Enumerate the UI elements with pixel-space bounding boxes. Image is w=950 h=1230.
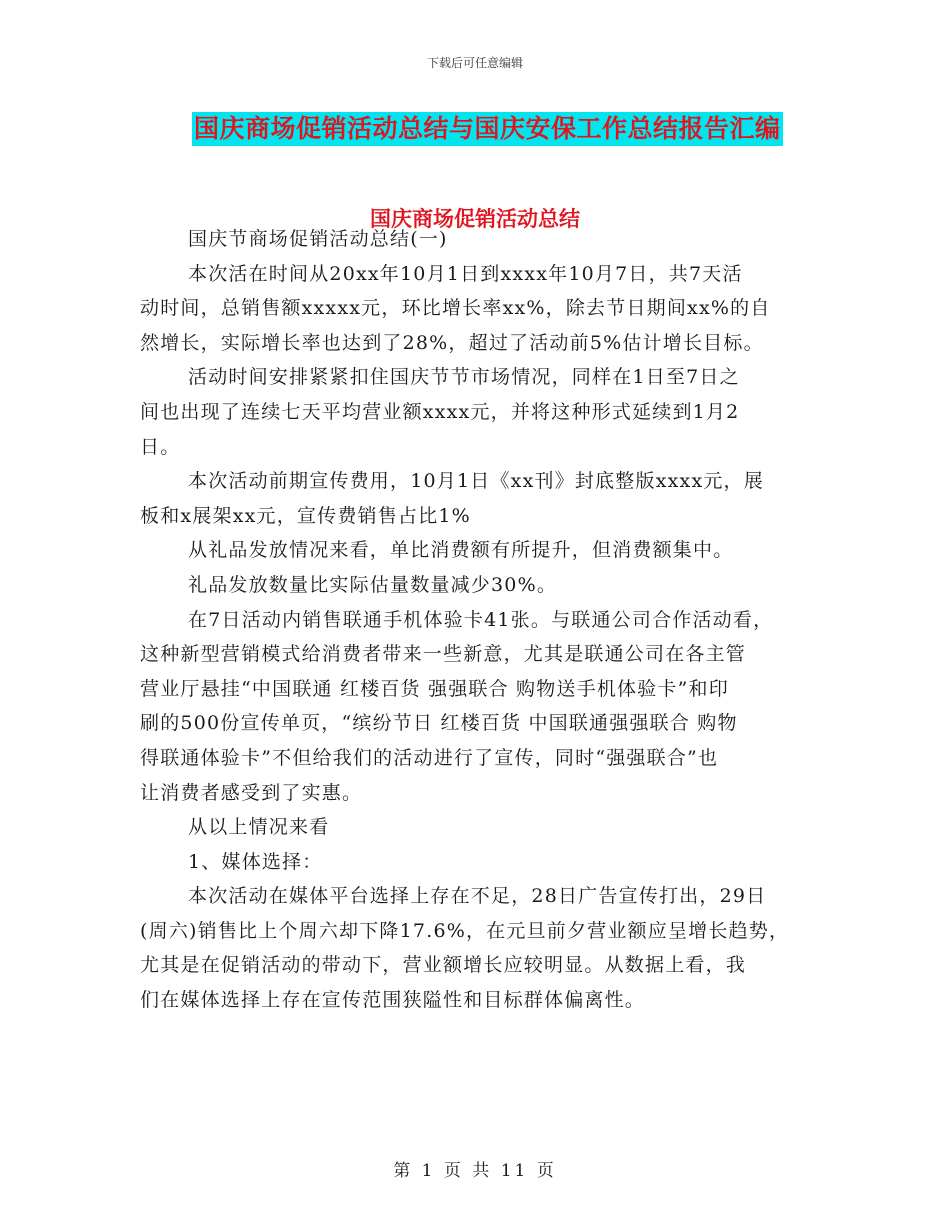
- paragraph-line: (周六)销售比上个周六却下降17.6%，在元旦前夕营业额应呈增长趋势，: [140, 919, 790, 942]
- body-paragraph: [140, 879, 828, 1017]
- body-paragraph: [140, 222, 828, 257]
- paragraph-line: 活动时间安排紧紧扣住国庆节节市场情况，同样在1日至7日之: [188, 366, 740, 389]
- body-paragraph: [140, 845, 828, 880]
- paragraph-line: 本次活动在媒体平台选择上存在不足，28日广告宣传打出，29日: [188, 885, 767, 908]
- body-paragraph: [140, 464, 828, 533]
- section-title: 国庆商场促销活动总结: [370, 206, 580, 231]
- body-paragraph: [140, 810, 828, 845]
- paragraph-line: 从以上情况来看: [188, 816, 330, 839]
- paragraph-line: 然增长，实际增长率也达到了28%，超过了活动前5%估计增长目标。: [140, 331, 764, 354]
- paragraph-line: 营业厅悬挂“中国联通 红楼百货 强强联合 购物送手机体验卡”和印: [140, 677, 729, 700]
- body-paragraph: [140, 257, 828, 361]
- paragraph-line: 从礼品发放情况来看，单比消费额有所提升，但消费额集中。: [188, 539, 734, 562]
- body-paragraph: [140, 568, 828, 603]
- paragraph-line: 这种新型营销模式给消费者带来一些新意，尤其是联通公司在各主管: [140, 643, 747, 666]
- paragraph-line: 国庆节商场促销活动总结(一): [188, 228, 448, 250]
- paragraph-line: 日。: [140, 435, 181, 458]
- paragraph-line: 在7日活动内销售联通手机体验卡41张。与联通公司合作活动看，: [188, 608, 774, 631]
- paragraph-line: 们在媒体选择上存在宣传范围狭隘性和目标群体偏离性。: [140, 989, 646, 1012]
- paragraph-line: 尤其是在促销活动的带动下，营业额增长应较明显。从数据上看，我: [140, 954, 747, 977]
- paragraph-line: 得联通体验卡”不但给我们的活动进行了宣传，同时“强强联合”也: [140, 746, 719, 769]
- paragraph-line: 本次活动前期宣传费用，10月1日《xx刊》封底整版xxxx元，展: [188, 470, 764, 493]
- paragraph-line: 1、媒体选择：: [188, 850, 323, 873]
- page-footer: 第 1 页 共 11 页: [393, 1161, 557, 1181]
- document-title: 国庆商场促销活动总结与国庆安保工作总结报告汇编: [192, 112, 783, 146]
- paragraph-line: 让消费者感受到了实惠。: [140, 781, 363, 804]
- header-note: 下载后可任意编辑: [426, 56, 523, 70]
- paragraph-line: 板和x展架xx元，宣传费销售占比1%: [140, 504, 471, 527]
- body-paragraph: [140, 603, 828, 811]
- paragraph-line: 间也出现了连续七天平均营业额xxxx元，并将这种形式延续到1月2: [140, 400, 740, 423]
- body-paragraph: [140, 533, 828, 568]
- paragraph-line: 礼品发放数量比实际估量数量减少30%。: [188, 573, 558, 596]
- document-body: [140, 222, 828, 1018]
- paragraph-line: 刷的500份宣传单页，“缤纷节日 红楼百货 中国联通强强联合 购物: [140, 712, 738, 735]
- paragraph-line: 动时间，总销售额xxxxx元，环比增长率xx%，除去节日期间xx%的自: [140, 297, 771, 320]
- body-paragraph: [140, 360, 828, 464]
- paragraph-line: 本次活在时间从20xx年10月1日到xxxx年10月7日，共7天活: [188, 262, 743, 285]
